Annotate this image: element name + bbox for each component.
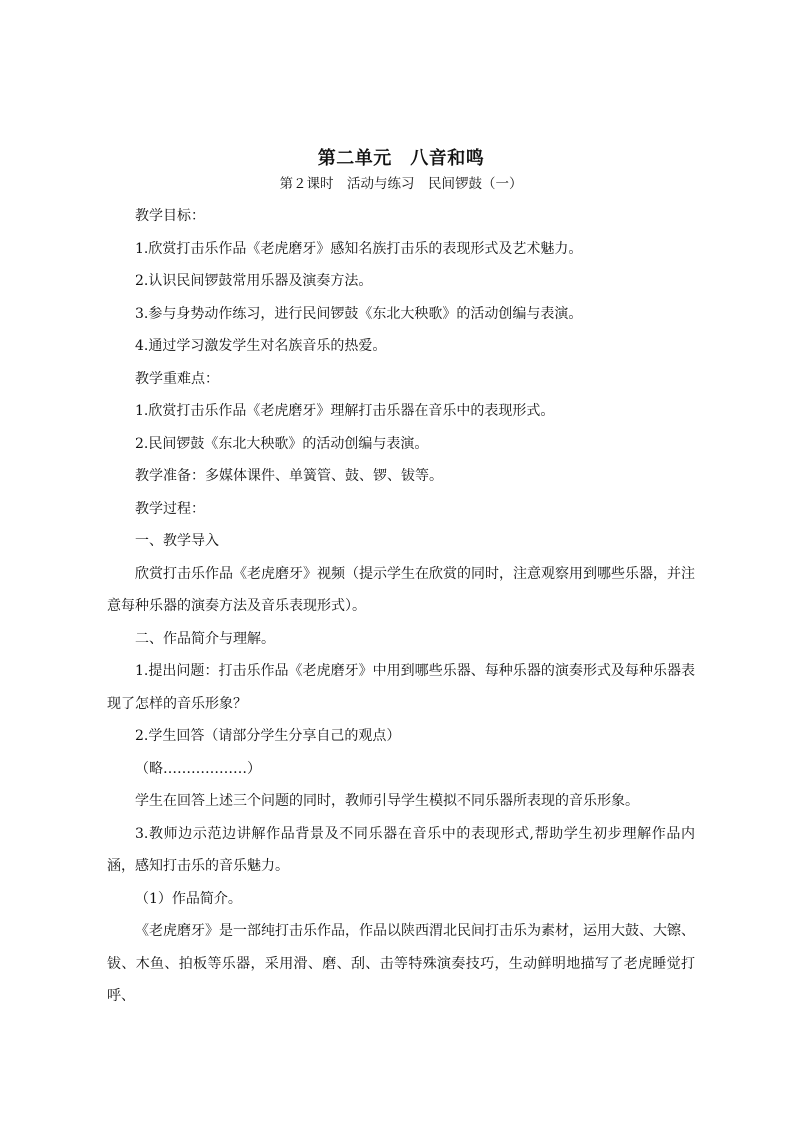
objective-item-1: 1.欣赏打击乐作品《老虎磨牙》感知名族打击乐的表现形式及艺术魅力。 <box>135 240 583 257</box>
student-answer: 2.学生回答（请部分学生分享自己的观点） <box>135 728 401 744</box>
key-point-item-2: 2.民间锣鼓《东北大秧歌》的活动创编与表演。 <box>135 435 429 452</box>
section-heading-process: 教学过程： <box>135 500 205 517</box>
teacher-demonstration: 3.教师边示范边讲解作品背景及不同乐器在音乐中的表现形式,帮助学生初步理解作品内涵，感知打击乐的音乐魅力。 <box>107 825 695 874</box>
document-body <box>107 146 695 1013</box>
page-title: 第二单元 八音和鸣 <box>317 148 485 169</box>
omitted-note: （略………………） <box>135 760 261 777</box>
objective-item-2: 2.认识民间锣鼓常用乐器及演奏方法。 <box>135 273 373 289</box>
work-introduction-heading: （1）作品简介。 <box>135 890 242 907</box>
section-heading-objectives: 教学目标： <box>135 208 205 224</box>
teaching-preparation: 教学准备：多媒体课件、单簧管、鼓、锣、钹等。 <box>135 468 443 484</box>
work-introduction-paragraph: 《老虎磨牙》是一部纯打击乐作品，作品以陕西渭北民间打击乐为素材，运用大鼓、大镲、钹、木鱼、拍板等乐器，采用滑、磨、刮、击等特殊演奏技巧，生动鲜明地描写了老虎睡觉打呼、 <box>107 923 695 1004</box>
lesson-subtitle: 第２课时 活动与练习 民间锣鼓（一） <box>279 176 523 192</box>
objective-item-3: 3.参与身势动作练习，进行民间锣鼓《东北大秧歌》的活动创编与表演。 <box>135 305 583 322</box>
process-step-intro: 一、教学导入 <box>135 533 219 549</box>
intro-paragraph: 欣赏打击乐作品《老虎磨牙》视频（提示学生在欣赏的同时，注意观察用到哪些乐器，并注意每种乐器的演奏方法及音乐表现形式）。 <box>107 565 695 614</box>
objective-item-4: 4.通过学习激发学生对名族音乐的热爱。 <box>135 338 387 354</box>
process-step-introduction-understanding: 二、作品简介与理解。 <box>135 630 275 647</box>
section-heading-key-points: 教学重难点： <box>135 370 219 387</box>
question-paragraph: 1.提出问题：打击乐作品《老虎磨牙》中用到哪些乐器、每种乐器的演奏形式及每种乐器表现了怎样的音乐形象？ <box>107 663 695 712</box>
teacher-guidance: 学生在回答上述三个问题的同时，教师引导学生模拟不同乐器所表现的音乐形象。 <box>135 793 639 809</box>
key-point-item-1: 1.欣赏打击乐作品《老虎磨牙》理解打击乐器在音乐中的表现形式。 <box>135 403 555 419</box>
